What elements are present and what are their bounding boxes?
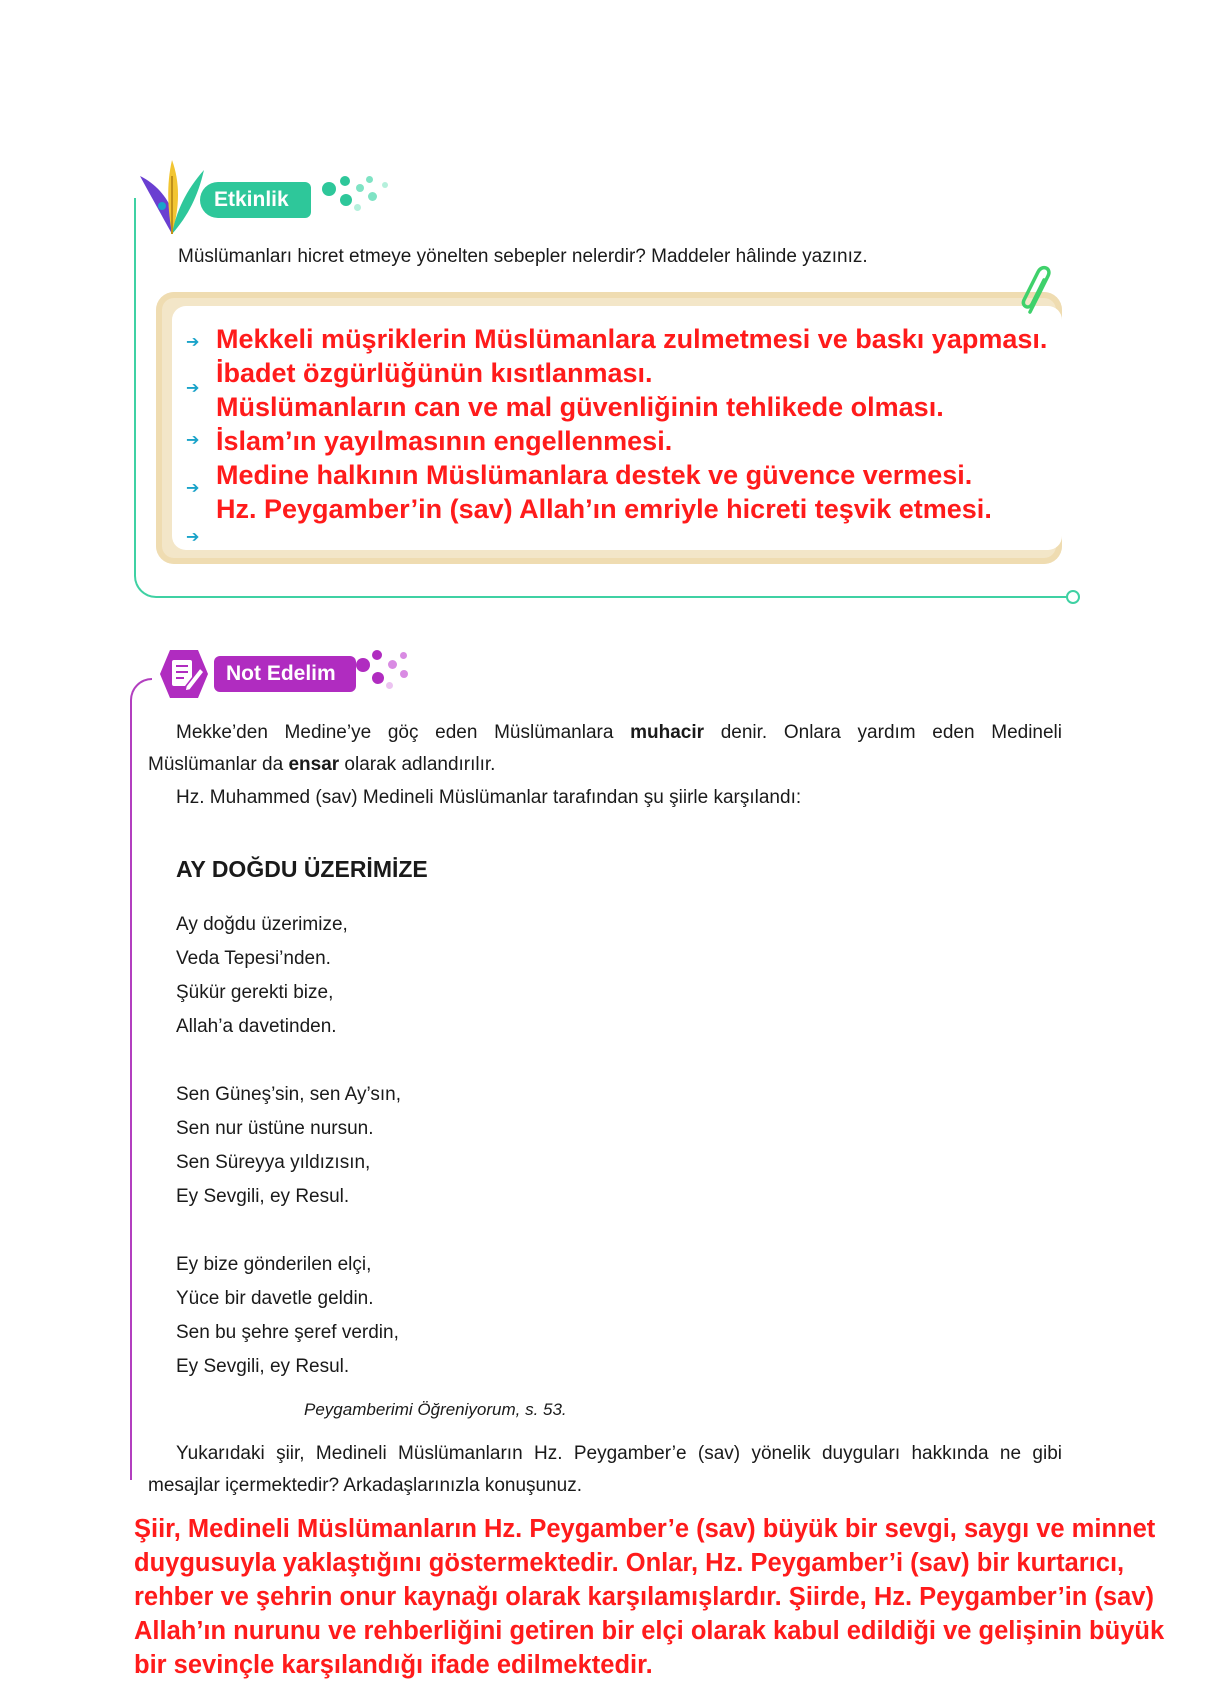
notepad-pencil-icon [156, 646, 212, 702]
quill-icon [132, 146, 212, 238]
discussion-answer: Şiir, Medineli Müslümanların Hz. Peygamber’e (sav) büyük bir sevgi, saygı ve minnet duygusuyla yaklaştığını göstermektedir. Onlar, Hz. Peygamber’i (sav) bir kurtarıcı, rehber ve şehrin onur kaynağı olarak karşılamışlardır. Şiirde, Hz. Peygamber’in (sav) Allah’ın nurunu ve rehberliğini getiren bir elçi olarak kabul edildiği ve gelişinin büyük bir sevinçle karşılandığı ifade edilmektedir. [134, 1515, 1165, 1679]
answer-line: Medine halkının Müslümanlara destek ve güvence vermesi. [216, 460, 973, 490]
answer-line: Müslümanların can ve mal güvenliğinin tehlikede olması. [216, 392, 944, 422]
bullet-arrow-icon: ➔ [186, 380, 200, 397]
answer-line: Hz. Peygamber’in (sav) Allah’ın emriyle hicreti teşvik etmesi. [216, 494, 992, 524]
note-badge: Not Edelim [214, 656, 356, 692]
answer-line: İbadet özgürlüğünün kısıtlanması. [216, 358, 653, 388]
discussion-question: Yukarıdaki şiir, Medineli Müslümanların Hz. Peygamber’e (sav) yönelik duyguları hakkında ne gibi mesajlar içermektedir? Arkadaşlarınızla konuşunuz. [148, 1443, 1062, 1496]
poem-line: Ey Sevgili, ey Resul. [176, 1186, 350, 1207]
poem-title: AY DOĞDU ÜZERİMİZE [176, 856, 428, 882]
activity-frame-end-dot [1066, 590, 1080, 604]
poem-line: Ey Sevgili, ey Resul. [176, 1356, 350, 1377]
paperclip-icon [1018, 262, 1058, 320]
poem-line: Veda Tepesi’nden. [176, 948, 331, 969]
note-paragraph-1: Mekke’den Medine’ye göç eden Müslümanlara muhacir denir. Onlara yardım eden Medineli Müslümanlar da ensar olarak adlandırılır. [148, 722, 1062, 775]
poem-line: Sen bu şehre şeref verdin, [176, 1322, 399, 1343]
poem-line: Sen Süreyya yıldızısın, [176, 1152, 371, 1173]
poem-line: Sen Güneş’sin, sen Ay’sın, [176, 1084, 401, 1105]
bullet-arrow-icon: ➔ [186, 432, 200, 449]
note-frame [130, 678, 152, 1480]
poem-line: Allah’a davetinden. [176, 1016, 337, 1037]
bullet-arrow-icon: ➔ [186, 529, 200, 546]
bullet-arrow-icon: ➔ [186, 480, 200, 497]
poem-source: Peygamberimi Öğreniyorum, s. 53. [304, 1400, 567, 1419]
activity-badge: Etkinlik [200, 182, 311, 218]
poem-line: Ey bize gönderilen elçi, [176, 1254, 372, 1275]
poem-line: Ay doğdu üzerimize, [176, 914, 348, 935]
term-muhacir: muhacir [630, 722, 705, 743]
note-paragraph-2: Hz. Muhammed (sav) Medineli Müslümanlar tarafından şu şiirle karşılandı: [176, 787, 802, 808]
poem-line: Yüce bir davetle geldin. [176, 1288, 374, 1309]
poem-line: Sen nur üstüne nursun. [176, 1118, 374, 1139]
activity-question: Müslümanları hicret etmeye yönelten sebepler nelerdir? Maddeler hâlinde yazınız. [178, 246, 868, 267]
bullet-arrow-icon: ➔ [186, 334, 200, 351]
answer-line: İslam’ın yayılmasının engellenmesi. [216, 426, 673, 456]
poem-line: Şükür gerekti bize, [176, 982, 334, 1003]
answer-line: Mekkeli müşriklerin Müslümanlara zulmetmesi ve baskı yapması. [216, 324, 1048, 354]
term-ensar: ensar [288, 754, 340, 775]
